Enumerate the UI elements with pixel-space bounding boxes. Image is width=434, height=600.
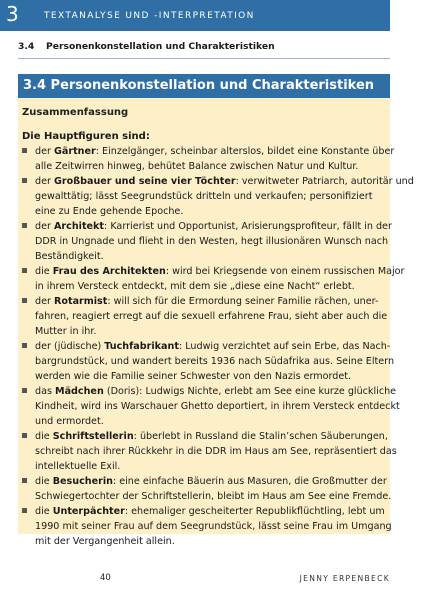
list-item	[22, 219, 392, 234]
bullet-icon	[22, 178, 27, 183]
item-text: : wird bei Kriegsende von einem russischen Major	[165, 266, 405, 277]
list-item	[22, 264, 405, 279]
item-text: fahren, reagiert erregt auf die sexuell erfahrene Frau, sieht aber auch die	[35, 311, 388, 322]
bullet-icon	[22, 478, 27, 483]
chapter-title: TEXTANALYSE UND -INTERPRETATION	[44, 11, 255, 21]
list-item-continuation	[22, 369, 388, 384]
item-text: der	[35, 176, 54, 187]
item-text: : ehemaliger gescheiterter Republikflüchtling, lebt um	[124, 506, 385, 517]
item-text: Mutter in ihr.	[35, 326, 97, 337]
list-item-continuation	[22, 159, 388, 174]
character-name: Gärtner	[54, 146, 96, 157]
character-name: Großbauer und seine vier Töchter	[54, 176, 236, 187]
list-item-continuation	[22, 354, 395, 369]
item-text: schreibt nach ihrer Rückkehr in die DDR im Haus am See, repräsentiert das	[35, 446, 397, 457]
item-text: : Karrierist und Opportunist, Arisierungsprofiteur, fällt in der	[104, 221, 392, 232]
bullet-icon	[22, 298, 27, 303]
item-text: Beständigkeit.	[35, 251, 104, 262]
list-item-continuation	[22, 414, 388, 429]
bullet-icon	[22, 223, 27, 228]
item-text: : überlebt in Russland die Stalin’schen Säuberungen,	[133, 431, 388, 442]
list-item-continuation	[22, 534, 388, 549]
character-name: Mädchen	[55, 386, 104, 397]
character-name: Architekt	[54, 221, 105, 232]
running-section-title: Personenkonstellation und Charakteristiken	[46, 41, 275, 52]
item-text: die	[35, 506, 53, 517]
item-text: 1990 mit seiner Frau auf dem Seegrundstück, lässt seine Frau im Umgang	[35, 521, 392, 532]
item-text: gewalttätig; lässt Seegrundstück dritteln und verkaufen; personifiziert	[35, 191, 373, 202]
list-item	[22, 294, 388, 309]
section-heading-bar	[18, 74, 390, 98]
list-item	[22, 384, 397, 399]
list-item-continuation	[22, 324, 388, 339]
item-text: die	[35, 266, 53, 277]
item-text: der	[35, 146, 54, 157]
item-text: : will sich für die Ermordung seiner Familie rächen, uner-	[107, 296, 379, 307]
item-text: der (jüdische)	[35, 341, 105, 352]
list-item-continuation	[22, 399, 400, 414]
item-text: : Einzelgänger, scheinbar alterslos, bildet eine Konstante über	[95, 146, 395, 157]
character-name: Rotarmist	[54, 296, 108, 307]
chapter-header-bar	[0, 0, 390, 31]
header-divider	[18, 58, 390, 59]
item-text: in ihrem Versteck entdeckt, mit dem sie „diese eine Nacht“ erlebt.	[35, 281, 355, 292]
item-text: bargrundstück, und wandert bereits 1936 nach Südafrika aus. Seine Eltern	[35, 356, 395, 367]
character-name: Tuchfabrikant	[104, 341, 179, 352]
item-text: der	[35, 221, 54, 232]
item-text: : Ludwig verzichtet auf sein Erbe, das Nach-	[178, 341, 391, 352]
bullet-icon	[22, 343, 27, 348]
list-item-continuation	[22, 189, 388, 204]
list-item-continuation	[22, 309, 388, 324]
summary-label: Zusammenfassung	[22, 107, 129, 118]
list-item-continuation	[22, 519, 392, 534]
list-item	[22, 504, 388, 519]
item-text: und ermordet.	[35, 416, 104, 427]
bullet-icon	[22, 148, 27, 153]
item-text: Kindheit, wird ins Warschauer Ghetto deportiert, in ihrem Versteck entdeckt	[35, 401, 400, 412]
bullet-icon	[22, 508, 27, 513]
running-section-number: 3.4	[18, 41, 35, 52]
section-heading: 3.4 Personenkonstellation und Charakteristiken	[23, 78, 375, 93]
item-text: mit der Vergangenheit allein.	[35, 536, 175, 547]
character-name: Schriftstellerin	[52, 431, 134, 442]
item-text: : verwitweter Patriarch, autoritär und	[235, 176, 414, 187]
list-item	[22, 174, 414, 189]
item-text: das	[35, 386, 56, 397]
item-text: die	[35, 476, 53, 487]
bullet-icon	[22, 268, 27, 273]
item-text: DDR in Ungnade und flieht in den Westen, hegt illusionären Wunsch nach	[35, 236, 389, 247]
item-text: alle Zeitwirren hinweg, behütet Balance zwischen Natur und Kultur.	[35, 161, 359, 172]
list-item-continuation	[22, 279, 388, 294]
list-item-continuation	[22, 249, 388, 264]
list-item	[22, 429, 388, 444]
item-text: werden wie die Familie seiner Schwester von den Nazis ermordet.	[35, 371, 352, 382]
item-text: der	[35, 296, 54, 307]
item-text: (Doris): Ludwigs Nichte, erlebt am See eine kurze glückliche	[103, 386, 397, 397]
footer-author: JENNY ERPENBECK	[299, 574, 390, 583]
character-name: Besucherin	[52, 476, 113, 487]
character-list	[22, 144, 414, 549]
list-item	[22, 474, 388, 489]
list-item-continuation	[22, 204, 388, 219]
character-name: Frau des Architekten	[52, 266, 166, 277]
list-item-continuation	[22, 459, 388, 474]
item-text: intellektuelle Exil.	[35, 461, 121, 472]
list-item-continuation	[22, 234, 388, 249]
bullet-icon	[22, 433, 27, 438]
item-text: : eine einfache Bäuerin aus Masuren, die Großmutter der	[112, 476, 387, 487]
list-item	[22, 144, 395, 159]
chapter-number: 3	[6, 2, 19, 26]
list-item	[22, 339, 391, 354]
item-text: eine zu Ende gehende Epoche.	[35, 206, 184, 217]
character-name: Unterpächter	[52, 506, 125, 517]
item-text: Schwiegertochter der Schriftstellerin, bleibt im Haus am See eine Fremde.	[35, 491, 392, 502]
bullet-icon	[22, 388, 27, 393]
list-item-continuation	[22, 489, 392, 504]
running-section-reference	[18, 41, 275, 53]
page-number: 40	[100, 573, 111, 583]
summary-intro: Die Hauptfiguren sind:	[22, 131, 150, 142]
item-text: die	[35, 431, 53, 442]
list-item-continuation	[22, 444, 397, 459]
